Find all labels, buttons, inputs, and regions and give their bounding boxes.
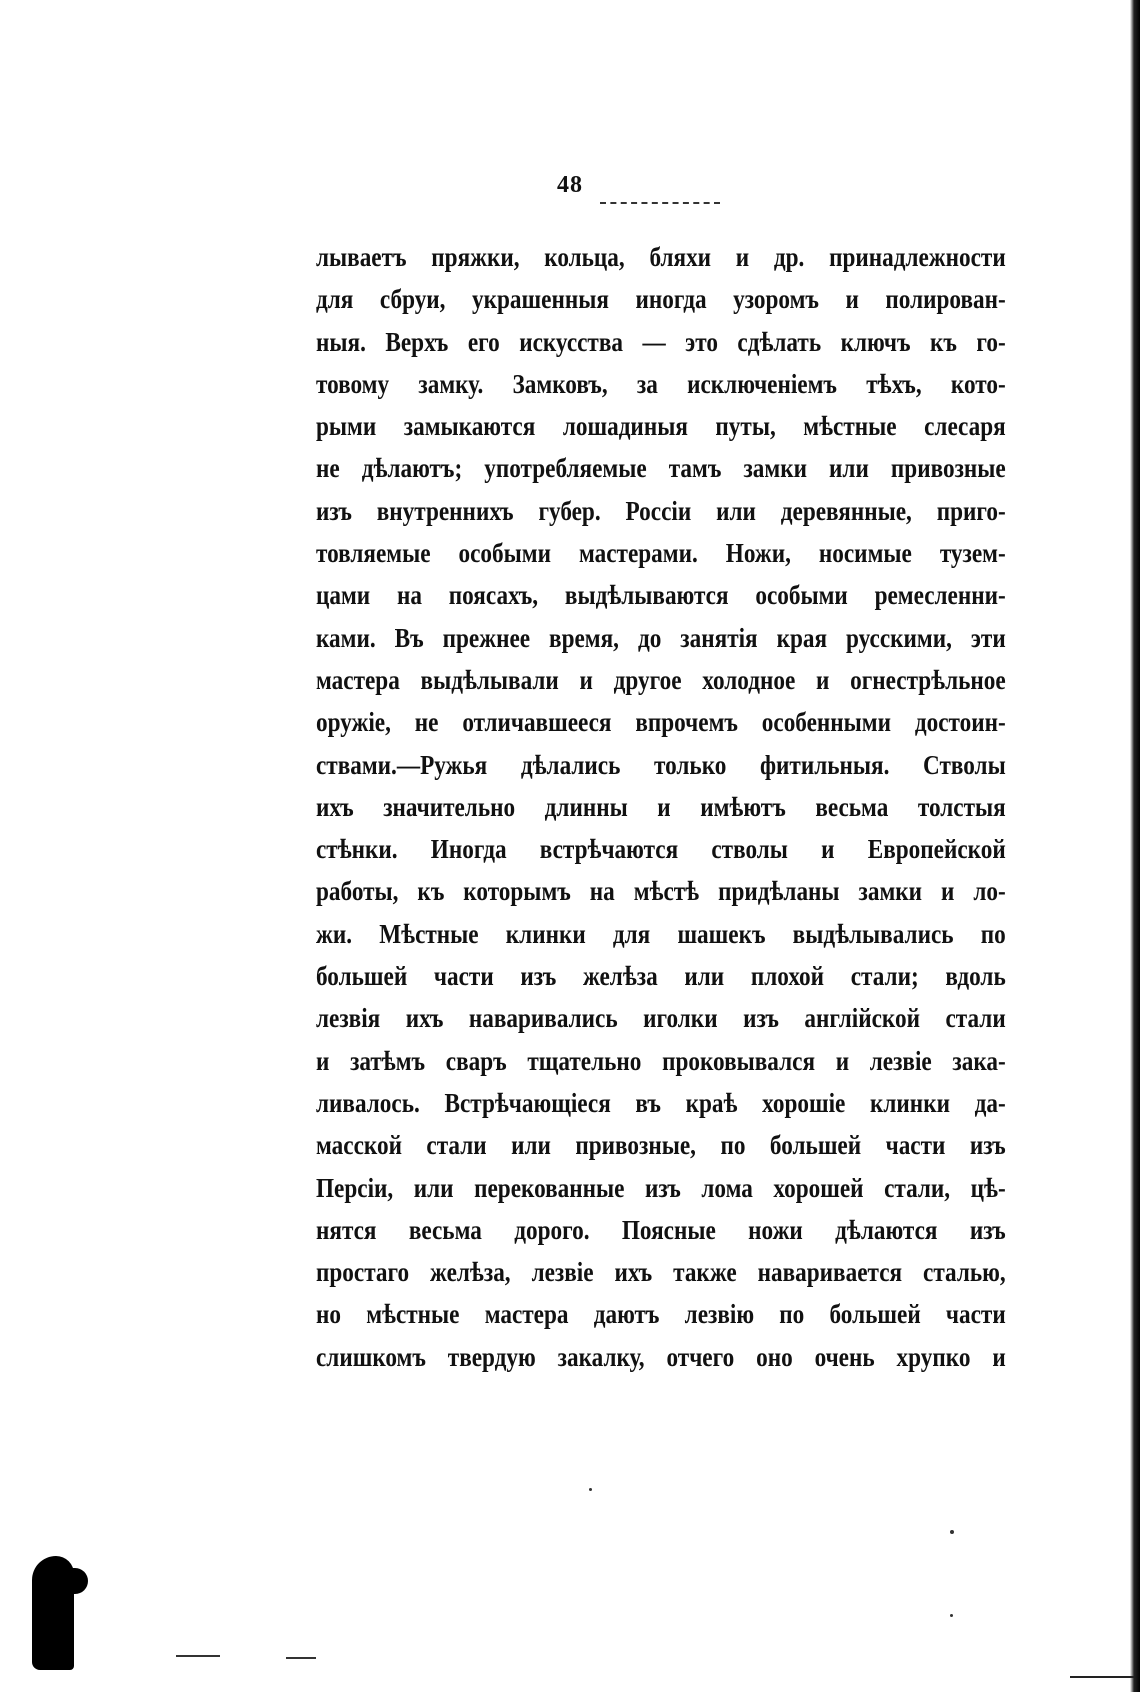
text-line: ихъ значительно длинны и имѣютъ весьма толстыя bbox=[316, 791, 1006, 822]
text-line: ныя. Верхъ его искусства — это сдѣлать ключъ къ го- bbox=[316, 326, 1006, 357]
scan-edge-shadow bbox=[1130, 0, 1140, 1692]
text-line: товому замку. Замковъ, за исключеніемъ тѣхъ, кото- bbox=[316, 368, 1006, 399]
text-line: и затѣмъ сваръ тщательно проковывался и лезвіе зака- bbox=[316, 1045, 1006, 1076]
text-line: для сбруи, украшенныя иногда узоромъ и полирован- bbox=[316, 284, 1006, 315]
corner-scribble bbox=[1070, 1676, 1134, 1686]
scan-speck bbox=[950, 1530, 954, 1534]
scan-mark bbox=[286, 1657, 316, 1659]
text-line: работы, къ которымъ на мѣстѣ придѣланы замки и ло- bbox=[316, 876, 1006, 907]
text-line: простаго желѣза, лезвіе ихъ также наваривается сталью, bbox=[316, 1257, 1006, 1288]
page-number: 48 bbox=[557, 172, 583, 198]
text-line: мастера выдѣлывали и другое холодное и огнестрѣльное bbox=[316, 664, 1006, 695]
text-line: товляемые особыми мастерами. Ножи, носимые тузем- bbox=[316, 538, 1006, 569]
scan-speck bbox=[589, 1488, 592, 1491]
text-line: не дѣлаютъ; употребляемые тамъ замки или привозные bbox=[316, 453, 1006, 484]
text-line: масской стали или привозные, по большей части изъ bbox=[316, 1130, 1006, 1161]
text-line: изъ внутреннихъ губер. Россіи или деревянные, приго- bbox=[316, 495, 1006, 526]
text-line: ливалось. Встрѣчающіеся въ краѣ хорошіе клинки да- bbox=[316, 1087, 1006, 1118]
text-line: лезвія ихъ наваривались иголки изъ англійской стали bbox=[316, 1003, 1006, 1034]
text-line: но мѣстные мастера даютъ лезвію по большей части bbox=[316, 1299, 1006, 1330]
text-line: большей части изъ желѣза или плохой стали; вдоль bbox=[316, 961, 1006, 992]
page-number-rule bbox=[600, 202, 720, 204]
scan-speck bbox=[950, 1614, 953, 1617]
scan-mark bbox=[176, 1655, 220, 1657]
text-line: Персіи, или перекованные изъ лома хорошей стали, цѣ- bbox=[316, 1172, 1006, 1203]
text-line: оружіе, не отличавшееся впрочемъ особенными достоин- bbox=[316, 707, 1006, 738]
text-line: стѣнки. Иногда встрѣчаются стволы и Европейской bbox=[316, 834, 1006, 865]
ink-blot bbox=[32, 1556, 74, 1670]
text-line: ками. Въ прежнее время, до занятія края русскими, эти bbox=[316, 622, 1006, 653]
text-line: жи. Мѣстные клинки для шашекъ выдѣлывались по bbox=[316, 918, 1006, 949]
text-line: ствами.—Ружья дѣлались только фитильныя. Стволы bbox=[316, 749, 1006, 780]
text-line: цами на поясахъ, выдѣлываются особыми ремесленни- bbox=[316, 580, 1006, 611]
text-line: нятся весьма дорого. Поясные ножи дѣлаются изъ bbox=[316, 1214, 1006, 1245]
text-line: лываетъ пряжки, кольца, бляхи и др. принадлежности bbox=[316, 242, 1006, 272]
text-line: рыми замыкаются лошадиныя путы, мѣстные слесаря bbox=[316, 411, 1006, 442]
body-text bbox=[316, 236, 1006, 1378]
text-line: слишкомъ твердую закалку, отчего оно очень хрупко и bbox=[316, 1341, 1006, 1372]
